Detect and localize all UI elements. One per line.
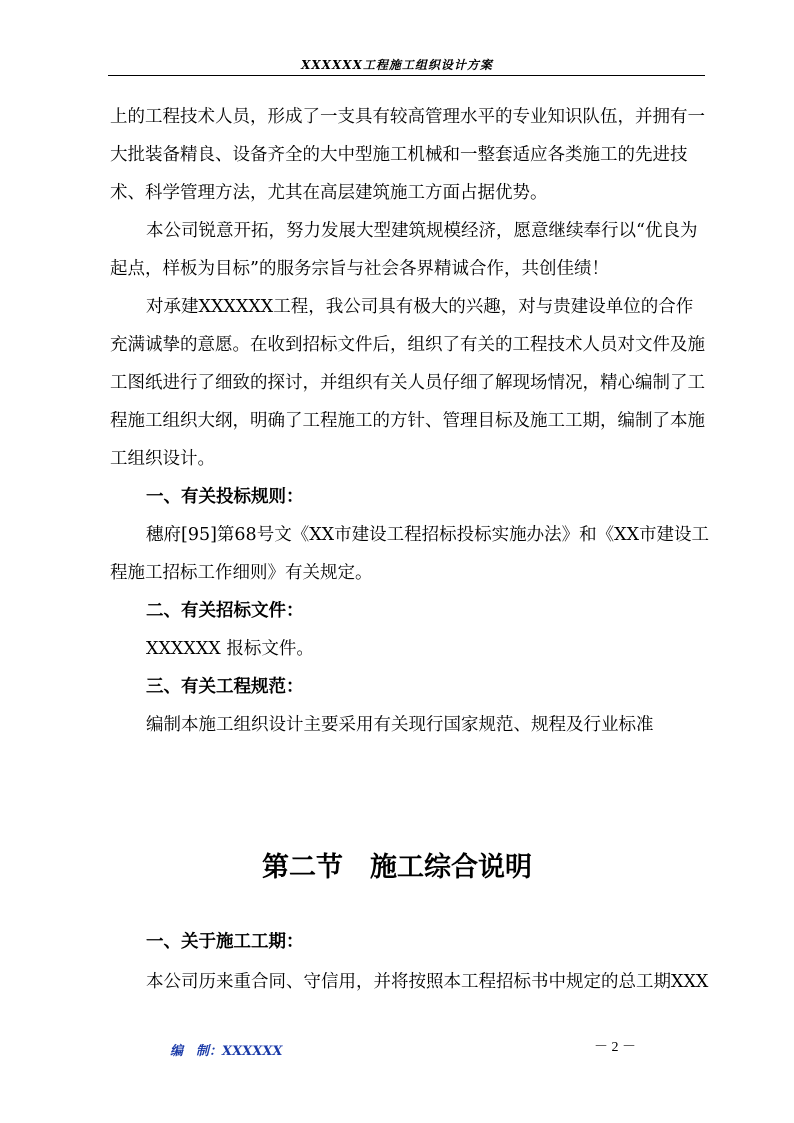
section-body: 穗府[95]第68号文《XX市建设工程招标投标实施办法》和《XX市建设工程施工招标工作细则》有关规定。 [110,525,710,583]
page-header-title: XXXXXX工程施工组织设计方案 [301,58,493,72]
paragraph: 上的工程技术人员，形成了一支具有较高管理水平的专业知识队伍，并拥有一大批装备精良、设备齐全的大中型施工机械和一整套适应各类施工的先进技术、科学管理方法，尤其在高层建筑施工方面占据优势。 [110,107,705,203]
paragraph: 本公司锐意开拓，努力发展大型建筑规模经济，愿意继续奉行以“优良为起点，样板为目标”的服务宗旨与社会各界精诚合作，共创佳绩！ [110,221,698,279]
page-number: － 2 － [594,1040,636,1055]
header-divider [108,75,705,76]
section-body: 编制本施工组织设计主要采用有关现行国家规范、规程及行业标准 [146,715,654,735]
footer-editor: 编 制：XXXXXX [170,1044,283,1059]
chapter-body [110,922,730,1002]
section-heading: 一、关于施工工期： [146,932,304,952]
chapter-title: 第二节 施工综合说明 [262,852,532,883]
section-body: 本公司历来重合同、守信用，并将按照本工程招标书中规定的总工期XXX [146,972,709,992]
section-body: XXXXXX 报标文件。 [146,639,314,659]
paragraph: 对承建XXXXXX工程，我公司具有极大的兴趣，对与贵建设单位的合作充满诚挚的意愿。在收到招标文件后，组织了有关的工程技术人员对文件及施工图纸进行了细致的探讨，并组织有关人员仔细了解现场情况，精心编制了工程施工组织大纲，明确了工程施工的方针、管理目标及施工工期，编制了本施工组织设计。 [110,297,705,469]
document-body [110,98,710,744]
section-heading: 二、有关招标文件： [146,601,304,621]
section-heading: 三、有关工程规范： [146,677,304,697]
section-heading: 一、有关投标规则： [146,487,304,507]
